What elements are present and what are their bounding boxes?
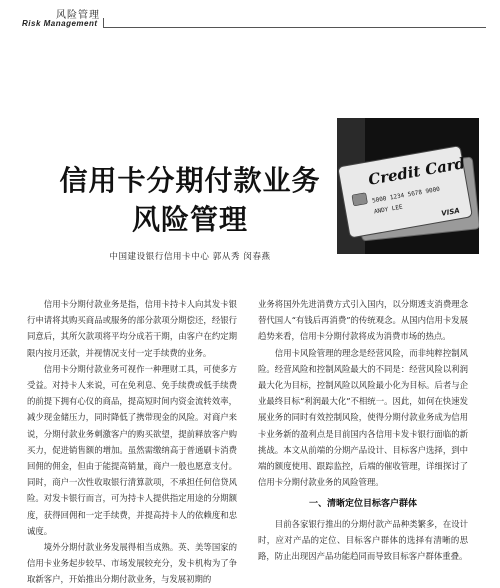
card-number-text: 5000 1234 5678 9000 [371,185,441,205]
right-column [258,296,468,564]
article-title-line-1: 信用卡分期付款业务 [59,164,321,197]
card-network-logo: VISA [440,206,461,218]
right-paragraph-3: 目前各家银行推出的分期付款产品种类繁多，在设计时，应对产品的定位、目标客户群体的选择有清晰的思路，防止出现因产品功能趋同而导致目标客户群体重叠。 [258,518,468,562]
left-paragraph-1: 信用卡分期付款业务是指，信用卡持卡人向其发卡银行申请将其购买商品或服务的部分款项分期偿还，经银行同意后，其所欠款项将平均分成若干期，由客户在约定期限内按月还款，并视情况支付一定手续费的业务。 [27,299,237,358]
column-label-english: Risk Management [22,19,98,28]
left-paragraph-2: 信用卡分期付款业务可视作一种理财工具，可使多方受益。对持卡人来说，可在免利息、免手续费或低手续费的前提下拥有心仪的商品，提高短时间内资金流转效率，减少现金储压力，同时降低了携带现金的风险。对商户来说，分期付款业务刺激客户的购买欲望，提前释放客户购买力，促进销售额的增加。虽然需缴纳高于普通刷卡消费回佣的佣金，但由于能提高销量，商户一般也愿意支付。同时，商户一次性收取银行清算款项，不承担任何信贷风险。对发卡银行而言，可为持卡人提供指定用途的分期额度，获得回佣和一定手续费，并提高持卡人的依赖度和忠诚度。 [27,363,237,536]
right-paragraph-2: 信用卡风险管理的理念是经营风险，而非纯粹控制风险。经营风险和控制风险最大的不同是：经营风险以利润最大化为目标，控制风险以风险最小化为目标。后者与企业最终目标“利润最大化”不相统一。因此，如何在快速发展业务的同时有效控制风险，使得分期付款业务成为信用卡业务新的盈利点是目前国内各信用卡发卡银行面临的新挑战。本文从前端的分期产品设计、目标客户选择，到中端的额度使用、跟踪监控，后端的催收管理，详细探讨了信用卡分期付款业务的风险管理。 [258,347,468,488]
column-label: 风险管理 [56,10,100,21]
article-title-line-2: 风险管理 [131,203,248,236]
section-heading-1: 一、清晰定位目标客户群体 [308,499,417,510]
header-rule [103,27,486,28]
credit-card-illustration [327,118,479,254]
article-authors: 中国建设银行信用卡中心 郭从秀 闵春燕 [109,252,271,262]
right-paragraph-1: 业务将国外先进消费方式引入国内，以分期透支消费理念替代国人“有钱后再消费”的传统观念。从国内信用卡发展趋势来看，信用卡分期付款将成为消费市场的热点。 [258,299,468,342]
card-holder-text: ANDY LEE [373,203,404,216]
card-chip [352,193,368,206]
left-paragraph-3: 境外分期付款业务发展得相当成熟。英、美等国家的信用卡业务起步较早、市场发展较充分，发卡机构为了争取新客户，开始推出分期付款业务，与发展初期的 [27,542,237,585]
card-brand-text: Credit Card [366,154,467,189]
left-column [27,296,237,588]
